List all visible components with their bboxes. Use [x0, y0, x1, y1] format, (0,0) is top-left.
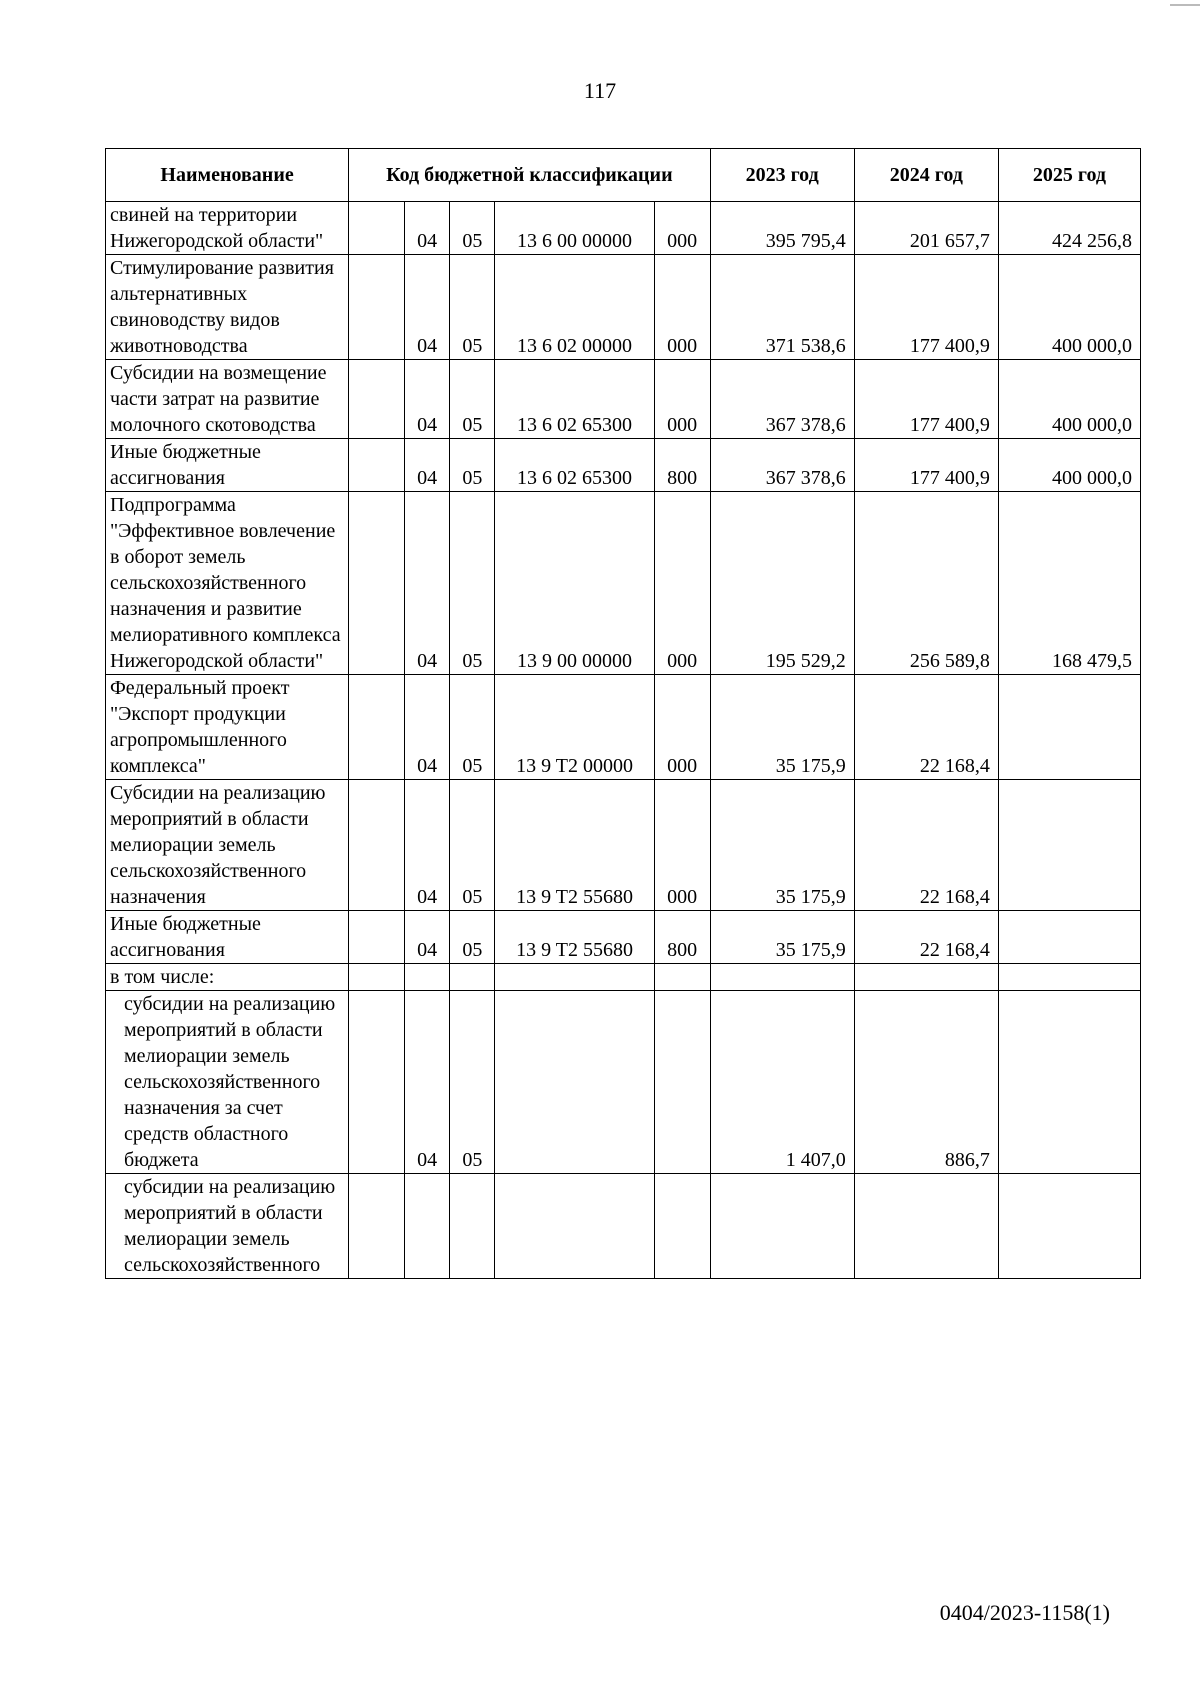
cell-v2025: [998, 1174, 1140, 1279]
cell-name: Иные бюджетные ассигнования: [106, 439, 349, 492]
cell-name: Иные бюджетные ассигнования: [106, 911, 349, 964]
cell-v2023: 35 175,9: [710, 780, 854, 911]
cell-c0: [349, 492, 405, 675]
cell-c1: 04: [405, 255, 450, 360]
cell-v2023: [710, 964, 854, 991]
cell-name: субсидии на реализацию мероприятий в области мелиорации земель сельскохозяйственного: [106, 1174, 349, 1279]
table-body: [106, 202, 1141, 1279]
cell-v2024: [854, 1174, 998, 1279]
budget-table: [105, 148, 1141, 1279]
cell-v2024: 177 400,9: [854, 360, 998, 439]
cell-v2024: 22 168,4: [854, 911, 998, 964]
cell-v2025: [998, 675, 1140, 780]
cell-v2025: 424 256,8: [998, 202, 1140, 255]
cell-v2025: [998, 911, 1140, 964]
cell-c0: [349, 1174, 405, 1279]
cell-c3: 13 6 00 00000: [495, 202, 654, 255]
cell-c1: 04: [405, 780, 450, 911]
cell-v2025: [998, 964, 1140, 991]
cell-c0: [349, 675, 405, 780]
cell-c3: 13 9 T2 55680: [495, 911, 654, 964]
cell-name: Подпрограмма "Эффективное вовлечение в оборот земель сельскохозяйственного назначения и развитие мелиоративного комплекса Нижегородской области": [106, 492, 349, 675]
cell-c4: [654, 964, 710, 991]
header-2025: 2025 год: [998, 149, 1140, 202]
cell-c2: 05: [450, 780, 495, 911]
cell-c4: 800: [654, 439, 710, 492]
table-row: [106, 964, 1141, 991]
table-row: [106, 911, 1141, 964]
cell-c3: 13 9 00 00000: [495, 492, 654, 675]
cell-name: Стимулирование развития альтернативных свиноводству видов животноводства: [106, 255, 349, 360]
cell-name: Субсидии на реализацию мероприятий в области мелиорации земель сельскохозяйственного назначения: [106, 780, 349, 911]
cell-c1: 04: [405, 360, 450, 439]
cell-c0: [349, 964, 405, 991]
cell-c4: 800: [654, 911, 710, 964]
cell-c2: 05: [450, 991, 495, 1174]
cell-v2024: 177 400,9: [854, 255, 998, 360]
cell-c1: 04: [405, 911, 450, 964]
cell-name: Федеральный проект "Экспорт продукции агропромышленного комплекса": [106, 675, 349, 780]
table-header-row: [106, 149, 1141, 202]
cell-c2: 05: [450, 439, 495, 492]
cell-v2023: 35 175,9: [710, 675, 854, 780]
table-row: [106, 202, 1141, 255]
cell-v2024: 177 400,9: [854, 439, 998, 492]
cell-v2024: 201 657,7: [854, 202, 998, 255]
cell-c2: 05: [450, 202, 495, 255]
cell-c3: 13 9 T2 55680: [495, 780, 654, 911]
table-row: [106, 675, 1141, 780]
cell-v2025: 400 000,0: [998, 360, 1140, 439]
cell-c2: 05: [450, 675, 495, 780]
cell-c4: 000: [654, 255, 710, 360]
cell-v2024: 22 168,4: [854, 780, 998, 911]
cell-v2023: 1 407,0: [710, 991, 854, 1174]
header-name: Наименование: [106, 149, 349, 202]
cell-name: в том числе:: [106, 964, 349, 991]
header-2024: 2024 год: [854, 149, 998, 202]
cell-c1: 04: [405, 202, 450, 255]
cell-c1: 04: [405, 675, 450, 780]
cell-v2023: 395 795,4: [710, 202, 854, 255]
cell-c2: [450, 964, 495, 991]
cell-c1: 04: [405, 439, 450, 492]
table-row: [106, 360, 1141, 439]
cell-c2: 05: [450, 911, 495, 964]
cell-c4: 000: [654, 675, 710, 780]
cell-v2023: [710, 1174, 854, 1279]
table-row: [106, 255, 1141, 360]
cell-v2023: 35 175,9: [710, 911, 854, 964]
cell-c4: 000: [654, 780, 710, 911]
cell-c2: [450, 1174, 495, 1279]
cell-name: субсидии на реализацию мероприятий в области мелиорации земель сельскохозяйственного назначения за счет средств областного бюджета: [106, 991, 349, 1174]
cell-v2023: 367 378,6: [710, 360, 854, 439]
scan-corner-mark: [1170, 4, 1200, 6]
cell-c4: [654, 1174, 710, 1279]
cell-v2025: 400 000,0: [998, 439, 1140, 492]
cell-c3: 13 9 T2 00000: [495, 675, 654, 780]
header-2023: 2023 год: [710, 149, 854, 202]
cell-v2025: [998, 780, 1140, 911]
table-row: [106, 780, 1141, 911]
cell-c2: 05: [450, 255, 495, 360]
table-row: [106, 439, 1141, 492]
cell-v2024: 886,7: [854, 991, 998, 1174]
cell-v2025: 168 479,5: [998, 492, 1140, 675]
cell-c0: [349, 439, 405, 492]
cell-c4: 000: [654, 202, 710, 255]
cell-c3: 13 6 02 65300: [495, 360, 654, 439]
cell-c0: [349, 255, 405, 360]
cell-v2023: 367 378,6: [710, 439, 854, 492]
cell-v2025: [998, 991, 1140, 1174]
cell-c0: [349, 360, 405, 439]
cell-c3: 13 6 02 65300: [495, 439, 654, 492]
cell-v2023: 195 529,2: [710, 492, 854, 675]
cell-c2: 05: [450, 492, 495, 675]
cell-c4: 000: [654, 360, 710, 439]
table-row: [106, 1174, 1141, 1279]
cell-c4: 000: [654, 492, 710, 675]
cell-c0: [349, 780, 405, 911]
cell-c2: 05: [450, 360, 495, 439]
cell-c0: [349, 991, 405, 1174]
cell-c1: [405, 1174, 450, 1279]
cell-v2024: 22 168,4: [854, 675, 998, 780]
cell-c0: [349, 202, 405, 255]
cell-name: Субсидии на возмещение части затрат на развитие молочного скотоводства: [106, 360, 349, 439]
cell-c3: [495, 964, 654, 991]
cell-v2024: [854, 964, 998, 991]
document-number: 0404/2023-1158(1): [939, 1600, 1110, 1625]
cell-v2024: 256 589,8: [854, 492, 998, 675]
cell-c4: [654, 991, 710, 1174]
cell-c3: [495, 991, 654, 1174]
cell-c1: 04: [405, 991, 450, 1174]
cell-v2025: 400 000,0: [998, 255, 1140, 360]
cell-c1: [405, 964, 450, 991]
table-row: [106, 492, 1141, 675]
cell-c1: 04: [405, 492, 450, 675]
cell-c0: [349, 911, 405, 964]
cell-c3: [495, 1174, 654, 1279]
cell-c3: 13 6 02 00000: [495, 255, 654, 360]
cell-v2023: 371 538,6: [710, 255, 854, 360]
header-code: Код бюджетной классификации: [349, 149, 710, 202]
page-number: 117: [583, 78, 617, 103]
table-row: [106, 991, 1141, 1174]
cell-name: свиней на территории Нижегородской области": [106, 202, 349, 255]
